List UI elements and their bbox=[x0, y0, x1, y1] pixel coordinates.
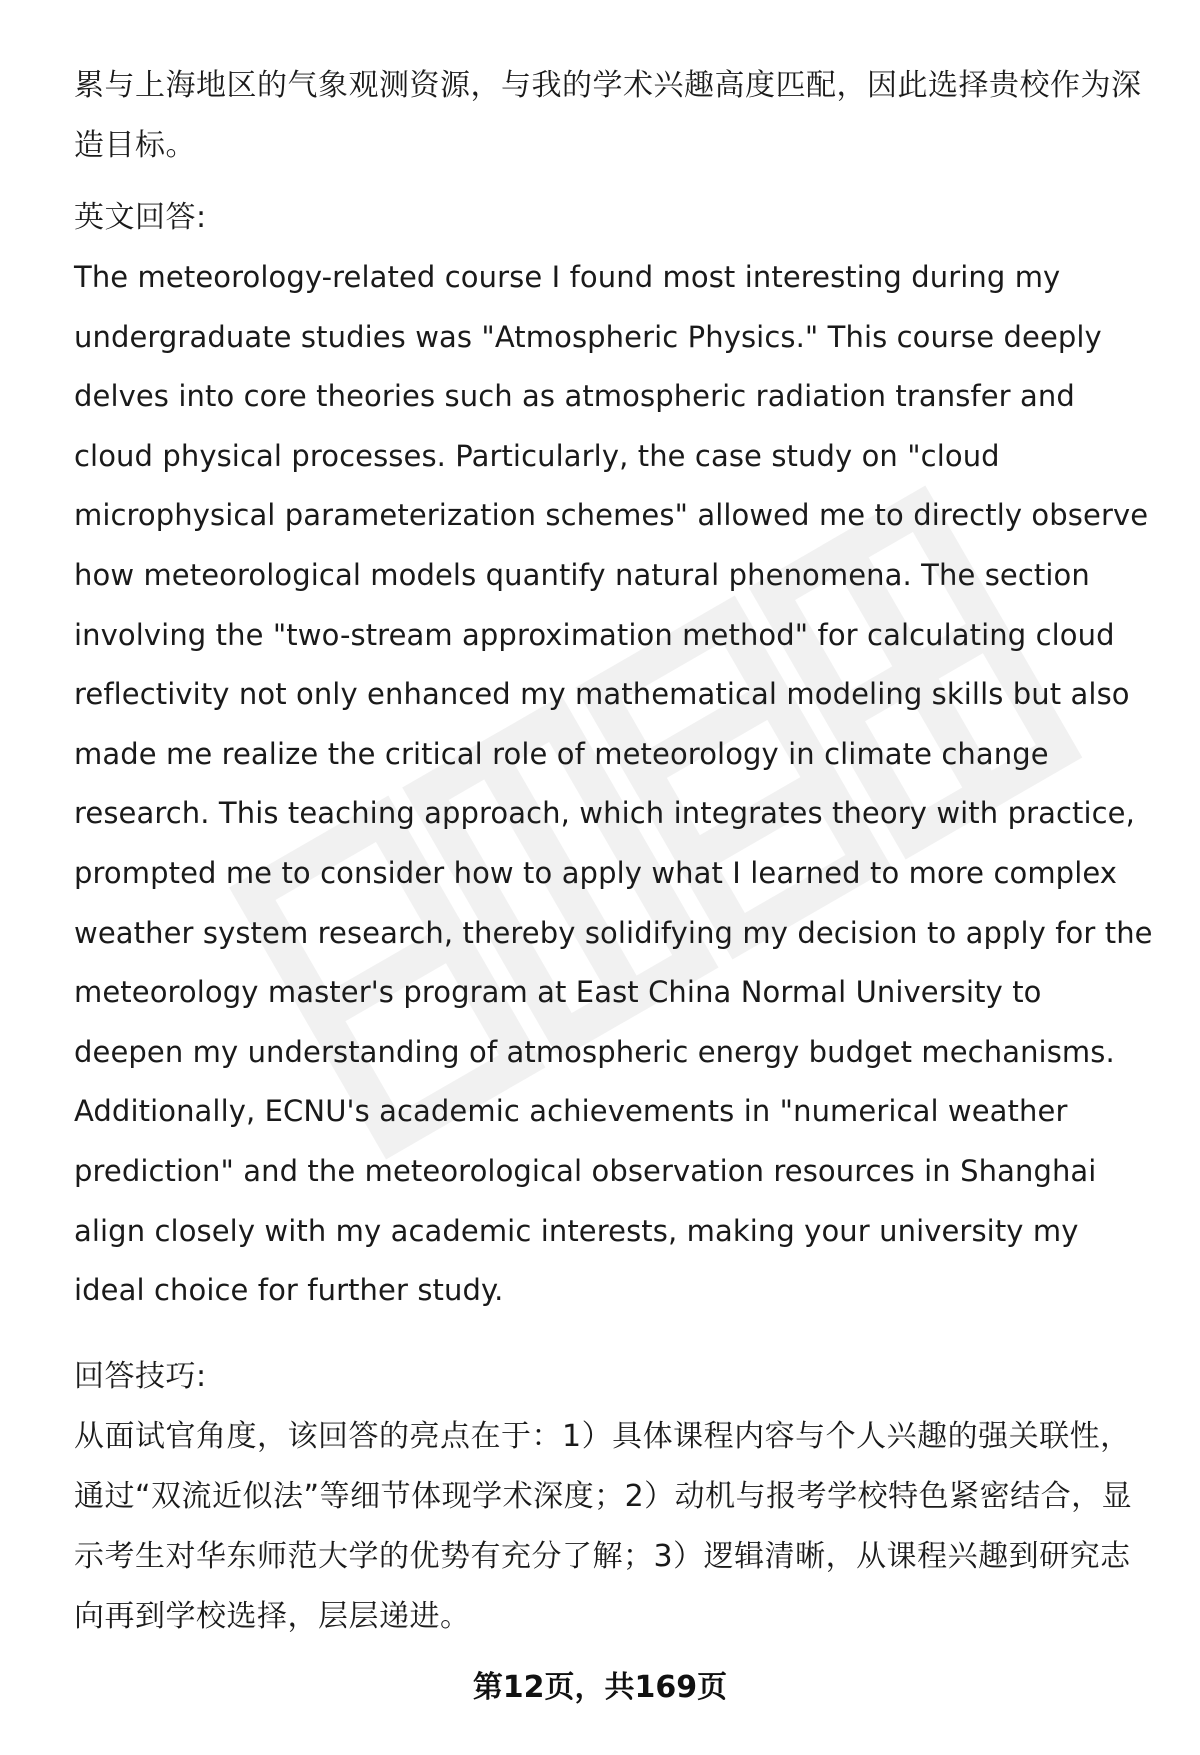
answer-tips-paragraph: 从面试官角度，该回答的亮点在于：1）具体课程内容与个人兴趣的强关联性，通过“双流近似法”等细节体现学术深度；2）动机与报考学校特色紧密结合，显示考生对华东师范大学的优势有充分了解；3）逻辑清晰，从课程兴趣到研究志向再到学校选择，层层递进。 bbox=[74, 1418, 1133, 1634]
document-body bbox=[74, 56, 1154, 1647]
page-indicator: 第12页，共169页 bbox=[472, 1670, 728, 1705]
english-answer-label: 英文回答: bbox=[74, 200, 207, 235]
english-answer-paragraph: The meteorology-related course I found most interesting during my undergraduate studies was "Atmospheric Physics." This course deeply delves into core theories such as atmospheric radiation transfer and cloud physical processes. Particularly, the case study on "cloud microphysical parameterization schemes" allowed me to directly observe how meteorological models quantify natural phenomena. The section involving the "two-stream approximation method" for calculating cloud reflectivity not only enhanced my mathematical modeling skills but also made me realize the critical role of meteorology in climate change research. This teaching approach, which integrates theory with practice, prompted me to consider how to apply what I learned to more complex weather system research, thereby solidifying my decision to apply for the meteorology master's program at East China Normal University to deepen my understanding of atmospheric energy budget mechanisms. Additionally, ECNU's academic achievements in "numerical weather prediction" and the meteorological observation resources in Shanghai align closely with my academic interests, making your university my ideal choice for further study. bbox=[74, 260, 1153, 1308]
intro-paragraph: 累与上海地区的气象观测资源，与我的学术兴趣高度匹配，因此选择贵校作为深造目标。 bbox=[74, 68, 1142, 163]
answer-tips-label: 回答技巧: bbox=[74, 1358, 207, 1394]
